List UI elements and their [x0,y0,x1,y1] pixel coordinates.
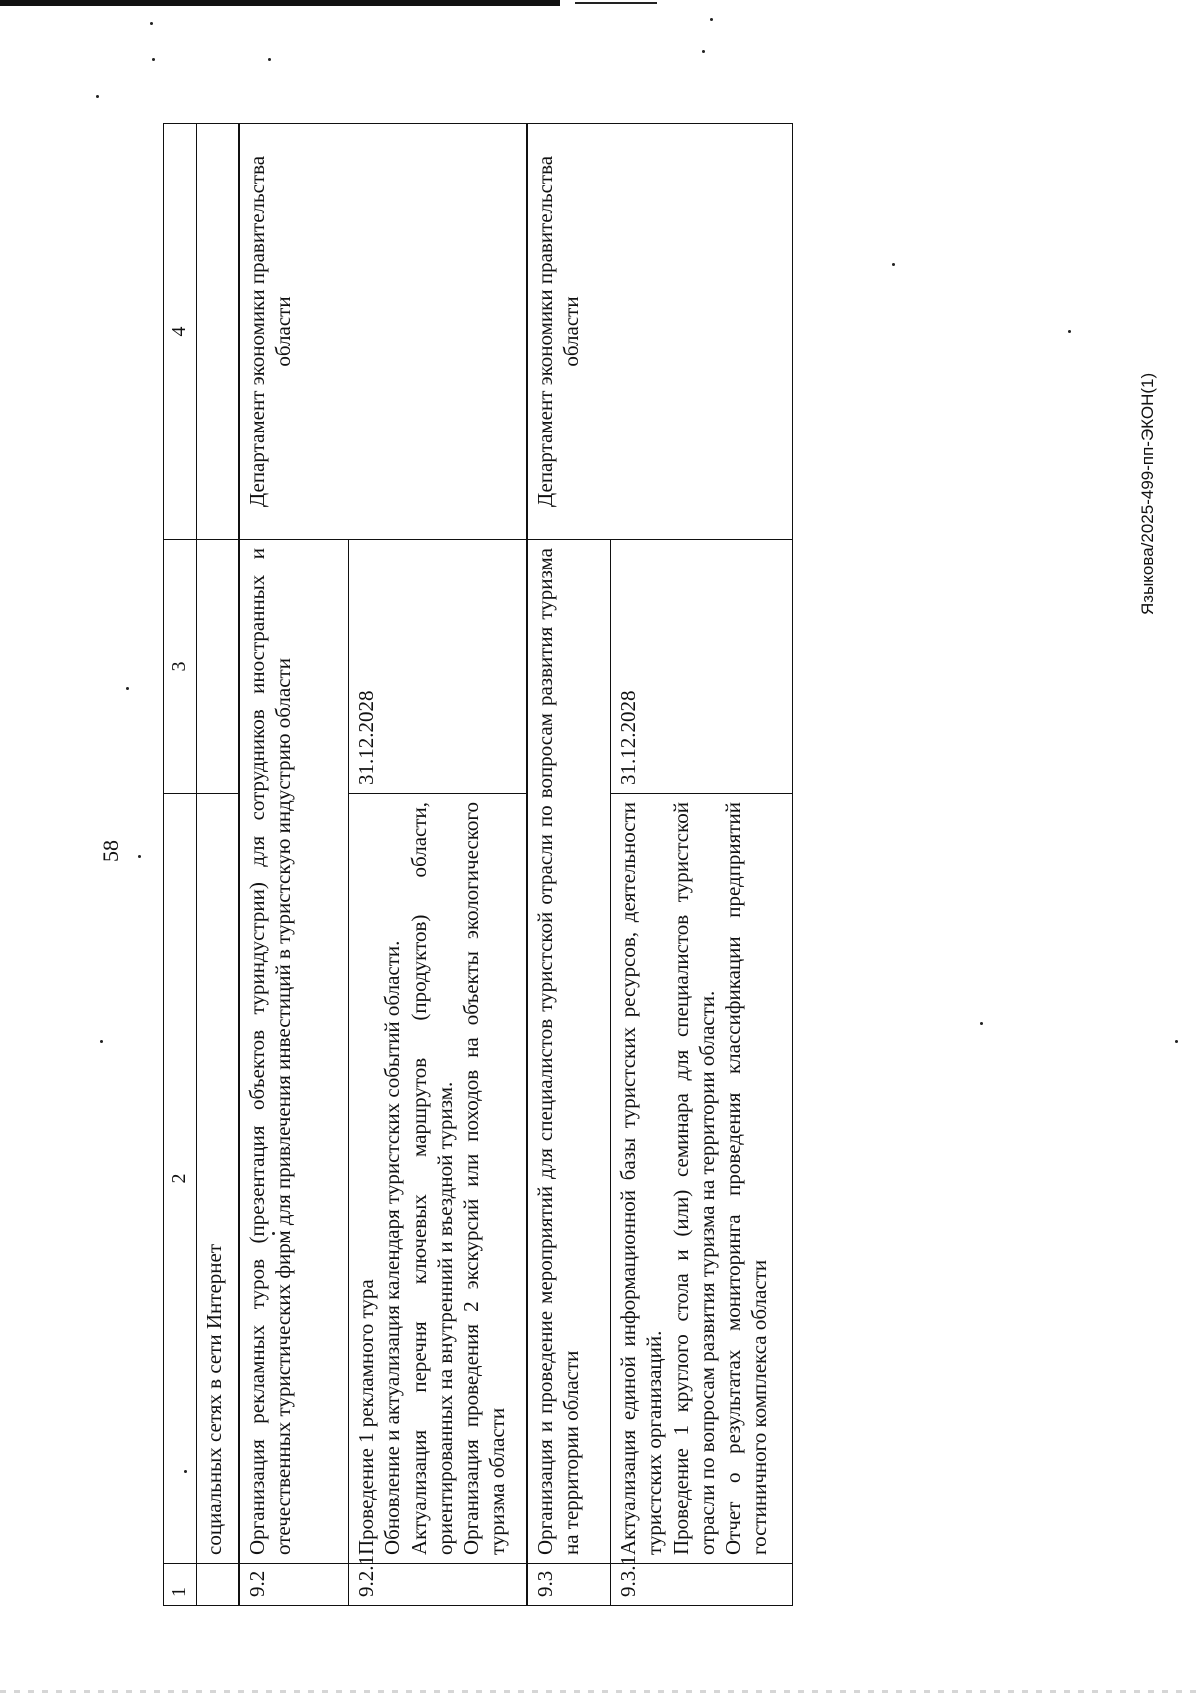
table-row [527,124,611,1606]
scan-speck [138,855,141,858]
scan-speck [980,1022,983,1025]
scan-speck [100,1040,103,1043]
scan-speck [268,58,271,61]
document-code: Языкова/2025-499-пп-ЭКОН(1) [1138,372,1157,615]
cell-empty [197,1564,239,1606]
bottom-scan-noise [0,1690,1200,1693]
scan-speck [150,22,153,25]
responsible-body: Департамент экономики правительства области [239,124,527,540]
header-col-3: 3 [164,540,197,794]
measure-line: Актуализация перечня ключевых маршрутов (продуктов) области, ориентированных на внутренний и въездной туризм. [406,802,457,1555]
row-number: 9.3.1 [611,1564,793,1606]
deadline-date: 31.12.2028 [349,540,527,794]
measure-line: Обновление и актуализация календаря туристских событий области. [380,940,405,1555]
table-row [197,124,239,1606]
cell-empty [197,124,239,540]
measure-line: Проведение 1 круглого стола и (или) семинара для специалистов туристской отрасли по вопросам развития туризма на территории области. [668,802,719,1555]
page-number: 58 [98,840,123,862]
top-scan-rule-short [575,2,657,4]
measures-table [163,123,793,1606]
header-col-2: 2 [164,794,197,1564]
measure-line: Актуализация единой информационной базы туристских ресурсов, деятельности туристских организаций. [616,802,667,1555]
row-number: 9.2.1 [349,1564,527,1606]
measure-text [611,794,793,1564]
scan-speck [126,687,129,690]
cell-empty [197,540,239,794]
header-col-4: 4 [164,124,197,540]
measure-line: Организация проведения 2 экскурсий или походов на объекты экологического туризма области [459,802,510,1555]
scan-speck [1175,1040,1178,1043]
rotated-table-container [163,124,793,1606]
measure-line: Отчет о результатах мониторинга проведения классификации предприятий гостиничного комплекса области [721,802,772,1555]
measure-line: Проведение 1 рекламного тура [354,1279,378,1555]
deadline-date: 31.12.2028 [611,540,793,794]
header-col-1: 1 [164,1564,197,1606]
row-number: 9.2 [239,1564,349,1606]
scan-speck [1068,330,1071,333]
scan-speck [710,18,713,21]
scan-speck [152,58,155,61]
table-header-row [164,124,197,1606]
measure-text: Организация и проведение мероприятий для специалистов туристской отрасли по вопросам развития туризма на территории области [527,540,611,1564]
scan-speck [892,263,895,266]
scan-speck [96,95,99,98]
continuation-text: социальных сетях в сети Интернет [197,794,239,1564]
row-number: 9.3 [527,1564,611,1606]
measure-text: Организация рекламных туров (презентация объектов туриндустрии) для сотрудников иностранных и отечественных туристических фирм для привлечения инвестиций в туристскую индустрию области [239,540,349,1564]
top-scan-rule [0,0,560,6]
scan-speck [702,50,705,53]
table-row [239,124,349,1606]
measure-text [349,794,527,1564]
responsible-body: Департамент экономики правительства области [527,124,793,540]
